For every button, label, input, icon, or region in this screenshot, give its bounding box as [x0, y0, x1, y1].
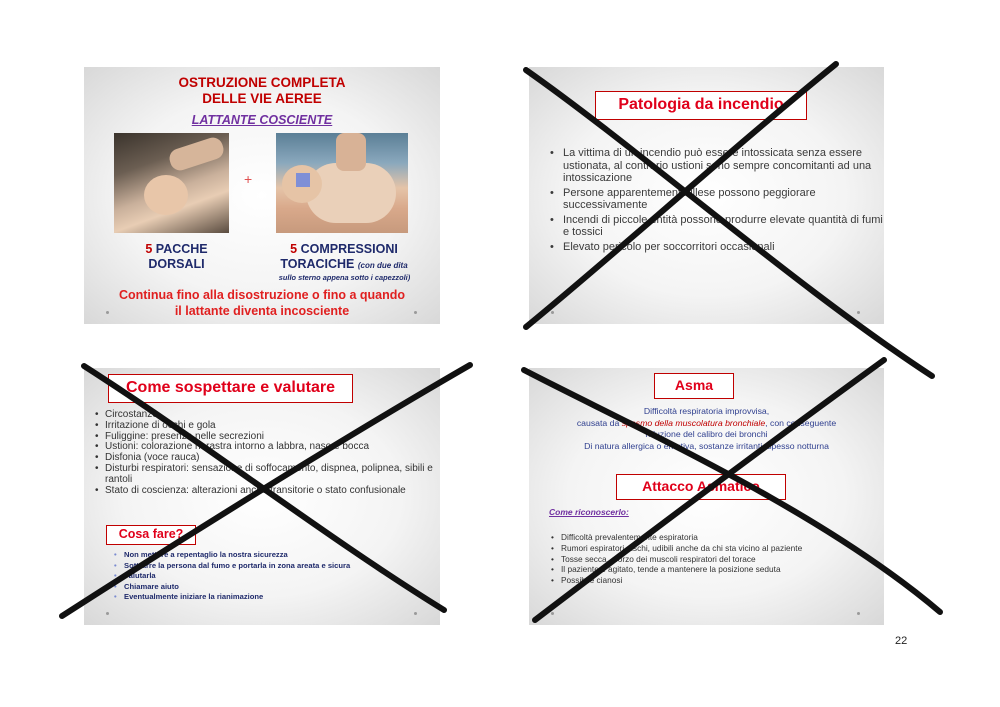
- slide4-subtitle: Attacco Asmatico: [616, 474, 786, 500]
- list-item: • Possibile cianosi: [561, 575, 881, 586]
- chest-compressions-label: [254, 242, 434, 273]
- back-blows-label-a: PACCHE: [155, 242, 208, 256]
- list-item: • La vittima di un incendio può essere intossicata senza essere ustionata, al contrario ustioni sono sempre concomitanti ad una intossicazione: [563, 147, 884, 185]
- list-item: • Tosse secca, sforzo dei muscoli respiratori del torace: [561, 554, 881, 565]
- list-item: • Fuliggine: presenza nelle secrezioni: [105, 432, 440, 443]
- desc-line2: [529, 418, 884, 430]
- slide1-subtitle: LATTANTE COSCIENTE: [191, 113, 333, 127]
- list-item: • Difficoltà prevalentemente espiratoria: [561, 532, 881, 543]
- list-item: • Non mettere a repentaglio la nostra sicurezza: [124, 550, 440, 561]
- slide2-bullet-list: [549, 147, 884, 255]
- slide-patologia-incendio: [529, 67, 884, 324]
- list-item: • Valutarla: [124, 571, 440, 582]
- compressions-label-a: COMPRESSIONI: [300, 242, 398, 256]
- compressions-note-a: (con due dita: [357, 261, 408, 270]
- list-item: • Disfonia (voce rauca): [105, 453, 440, 464]
- slide-dot: [551, 612, 554, 615]
- slide4-bullet-list: [551, 532, 881, 586]
- list-item: • Elevato pericolo per soccorritori occasionali: [563, 241, 884, 254]
- list-item: • Sottrarre la persona dal fumo e portarla in zona areata e sicura: [124, 561, 440, 572]
- photo-blur-square: [296, 173, 310, 187]
- slide-ostruzione-lattante: [84, 67, 440, 324]
- slide-dot: [106, 612, 109, 615]
- slide-dot: [551, 311, 554, 314]
- slide4-how-to-recognize: Come riconoscerlo:: [549, 507, 629, 517]
- slide1-title-line1: OSTRUZIONE COMPLETA: [178, 75, 346, 90]
- slide-dot: [857, 311, 860, 314]
- list-item: • Irritazione di occhi e gola: [105, 421, 440, 432]
- page-number: 22: [895, 635, 908, 647]
- back-blows-label: [119, 242, 234, 272]
- slide-dot: [414, 311, 417, 314]
- chest-compressions-photo: [276, 133, 408, 233]
- slide4-title: Asma: [654, 373, 734, 399]
- slide3-bullet-list: [94, 410, 440, 496]
- slide-dot: [106, 311, 109, 314]
- back-blows-photo: [114, 133, 229, 233]
- slide1-footer-line1: Continua fino alla disostruzione o fino a quando: [118, 288, 406, 302]
- back-blows-count: 5: [145, 242, 153, 256]
- list-item: • Eventualmente iniziare la rianimazione: [124, 592, 440, 603]
- desc-line2a: causata da: [576, 417, 622, 428]
- list-item: • Stato di coscienza: alterazioni anche transitorie o stato confusionale: [105, 486, 440, 497]
- photo-hand: [167, 135, 226, 173]
- slide-dot: [857, 612, 860, 615]
- slide3-action-list: [112, 550, 440, 603]
- desc-line3: riduzione del calibro dei bronchi: [645, 429, 768, 439]
- slide1-title-line2: DELLE VIE AEREE: [202, 91, 322, 106]
- slide-dot: [414, 612, 417, 615]
- slide3-subtitle: Cosa fare?: [106, 525, 196, 545]
- photo-fingers: [336, 133, 366, 171]
- slide1-title: [84, 75, 440, 107]
- desc-line4: Di natura allergica o emotiva, sostanze irritanti, spesso notturna: [584, 440, 829, 451]
- compressions-label-b: TORACICHE: [280, 257, 355, 271]
- slide4-description: [529, 406, 884, 452]
- desc-line1: Difficoltà respiratoria improvvisa,: [643, 406, 770, 416]
- list-item: • Il paziente è agitato, tende a mantenere la posizione seduta: [561, 564, 881, 575]
- slide1-footer-line2: il lattante diventa incosciente: [174, 304, 350, 318]
- plus-sign: +: [244, 171, 253, 187]
- slide-asma: [529, 368, 884, 625]
- list-item: • Incendi di piccole entità possono produrre elevate quantità di fumi e tossici: [563, 214, 884, 239]
- slide3-title: Come sospettare e valutare: [108, 374, 353, 403]
- list-item: • Chiamare aiuto: [124, 582, 440, 593]
- slide1-footer-text: [84, 287, 440, 319]
- list-item: • Ustioni: colorazione nerastra intorno a labbra, naso e bocca: [105, 442, 440, 453]
- desc-line2b: spasmo della muscolatura bronchiale: [621, 417, 766, 428]
- desc-line2c: , con conseguente: [765, 417, 837, 428]
- list-item: • Circostanze: [105, 410, 440, 421]
- list-item: • Rumori espiratori, fischi, udibili anche da chi sta vicino al paziente: [561, 543, 881, 554]
- slide2-title: Patologia da incendio: [595, 91, 807, 120]
- list-item: • Disturbi respiratori: sensazione di soffocamento, dispnea, polipnea, sibili e rantoli: [105, 464, 440, 486]
- compressions-count: 5: [290, 242, 298, 256]
- compressions-note-b: sullo sterno appena sotto i capezzoli): [278, 273, 411, 282]
- slide-sospettare-valutare: [84, 368, 440, 625]
- back-blows-label-b: DORSALI: [148, 257, 205, 271]
- list-item: • Persone apparentemente illese possono peggiorare successivamente: [563, 187, 884, 212]
- photo-infant-head: [144, 175, 188, 215]
